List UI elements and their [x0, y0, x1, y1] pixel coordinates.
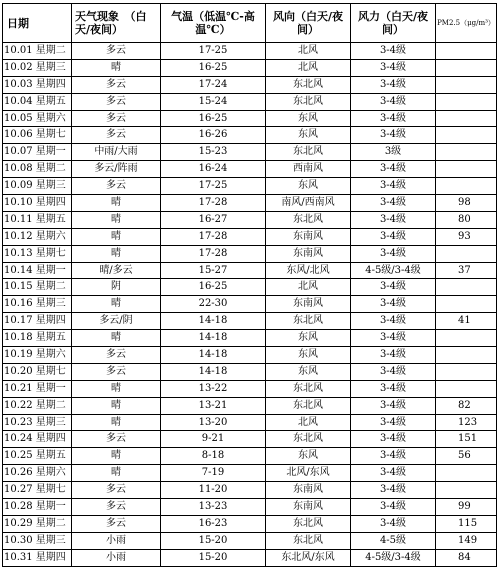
cell-temperature: 15-24 — [161, 93, 266, 110]
cell-wind-force: 3-4级 — [351, 59, 436, 76]
cell-wind-direction: 东北风 — [266, 397, 351, 414]
table-row — [3, 279, 497, 296]
cell-wind-force: 3-4级 — [351, 43, 436, 60]
cell-date: 10.09 星期三 — [3, 178, 72, 195]
cell-date: 10.06 星期七 — [3, 127, 72, 144]
cell-wind-force: 4-5级/3-4级 — [351, 262, 436, 279]
cell-pm25 — [436, 93, 497, 110]
cell-temperature: 16-27 — [161, 211, 266, 228]
cell-wind-direction: 东南风 — [266, 296, 351, 313]
cell-temperature: 14-18 — [161, 330, 266, 347]
cell-temperature: 13-22 — [161, 380, 266, 397]
table-row — [3, 414, 497, 431]
cell-pm25: 84 — [436, 549, 497, 566]
cell-temperature: 17-28 — [161, 195, 266, 212]
cell-wind-direction: 北风 — [266, 59, 351, 76]
cell-wind-direction: 北风 — [266, 414, 351, 431]
cell-wind-direction: 东风 — [266, 110, 351, 127]
table-row — [3, 431, 497, 448]
cell-date: 10.05 星期六 — [3, 110, 72, 127]
cell-wind-force: 4-5级/3-4级 — [351, 549, 436, 566]
cell-pm25 — [436, 110, 497, 127]
cell-pm25: 123 — [436, 414, 497, 431]
cell-date: 10.04 星期五 — [3, 93, 72, 110]
table-row — [3, 228, 497, 245]
table-row — [3, 347, 497, 364]
cell-wind-force: 3-4级 — [351, 161, 436, 178]
cell-weather: 晴 — [72, 414, 161, 431]
cell-pm25: 82 — [436, 397, 497, 414]
cell-date: 10.11 星期五 — [3, 211, 72, 228]
cell-weather: 阴 — [72, 279, 161, 296]
cell-pm25 — [436, 245, 497, 262]
cell-temperature: 17-25 — [161, 43, 266, 60]
cell-pm25 — [436, 465, 497, 482]
cell-date: 10.03 星期四 — [3, 76, 72, 93]
table-row — [3, 76, 497, 93]
cell-date: 10.26 星期六 — [3, 465, 72, 482]
cell-date: 10.13 星期七 — [3, 245, 72, 262]
cell-wind-direction: 西南风 — [266, 161, 351, 178]
cell-date: 10.12 星期六 — [3, 228, 72, 245]
cell-pm25: 149 — [436, 532, 497, 549]
cell-weather: 多云 — [72, 93, 161, 110]
cell-date: 10.30 星期三 — [3, 532, 72, 549]
cell-temperature: 13-20 — [161, 414, 266, 431]
cell-temperature: 7-19 — [161, 465, 266, 482]
cell-pm25 — [436, 127, 497, 144]
cell-wind-force: 3-4级 — [351, 330, 436, 347]
cell-temperature: 17-25 — [161, 178, 266, 195]
cell-temperature: 9-21 — [161, 431, 266, 448]
table-row — [3, 195, 497, 212]
table-row — [3, 363, 497, 380]
cell-date: 10.27 星期七 — [3, 482, 72, 499]
cell-pm25: 93 — [436, 228, 497, 245]
table-row — [3, 515, 497, 532]
cell-temperature: 14-18 — [161, 347, 266, 364]
cell-pm25 — [436, 330, 497, 347]
cell-weather: 晴 — [72, 397, 161, 414]
cell-wind-force: 4-5级 — [351, 532, 436, 549]
cell-wind-direction: 东南风 — [266, 228, 351, 245]
cell-temperature: 14-18 — [161, 313, 266, 330]
cell-weather: 多云 — [72, 110, 161, 127]
cell-weather: 多云 — [72, 127, 161, 144]
cell-wind-force: 3-4级 — [351, 245, 436, 262]
cell-date: 10.29 星期二 — [3, 515, 72, 532]
cell-pm25: 99 — [436, 499, 497, 516]
table-row — [3, 43, 497, 60]
cell-weather: 多云 — [72, 482, 161, 499]
cell-wind-direction: 北风 — [266, 279, 351, 296]
cell-wind-direction: 东北风 — [266, 380, 351, 397]
table-row — [3, 482, 497, 499]
cell-date: 10.24 星期四 — [3, 431, 72, 448]
table-row — [3, 262, 497, 279]
cell-temperature: 13-23 — [161, 499, 266, 516]
cell-temperature: 15-23 — [161, 144, 266, 161]
cell-temperature: 16-25 — [161, 279, 266, 296]
cell-wind-direction: 东风 — [266, 448, 351, 465]
cell-pm25: 41 — [436, 313, 497, 330]
cell-weather: 多云/阴 — [72, 313, 161, 330]
cell-wind-direction: 东北风 — [266, 93, 351, 110]
cell-pm25: 56 — [436, 448, 497, 465]
cell-wind-force: 3-4级 — [351, 515, 436, 532]
cell-temperature: 13-21 — [161, 397, 266, 414]
cell-temperature: 16-23 — [161, 515, 266, 532]
table-row — [3, 313, 497, 330]
cell-temperature: 16-25 — [161, 110, 266, 127]
cell-wind-force: 3-4级 — [351, 465, 436, 482]
table-row — [3, 161, 497, 178]
cell-pm25: 151 — [436, 431, 497, 448]
header-wind-direction: 风向（白天/夜间） — [266, 4, 351, 43]
cell-wind-force: 3-4级 — [351, 211, 436, 228]
cell-wind-force: 3-4级 — [351, 482, 436, 499]
cell-temperature: 14-18 — [161, 363, 266, 380]
cell-wind-force: 3-4级 — [351, 397, 436, 414]
cell-wind-direction: 东风 — [266, 178, 351, 195]
cell-temperature: 16-26 — [161, 127, 266, 144]
cell-weather: 多云 — [72, 76, 161, 93]
cell-wind-force: 3-4级 — [351, 195, 436, 212]
cell-wind-direction: 东风 — [266, 330, 351, 347]
weather-table — [2, 3, 497, 567]
cell-weather: 晴 — [72, 296, 161, 313]
cell-date: 10.25 星期五 — [3, 448, 72, 465]
header-weather: 天气现象 （白天/夜间） — [72, 4, 161, 43]
cell-date: 10.19 星期六 — [3, 347, 72, 364]
cell-date: 10.31 星期四 — [3, 549, 72, 566]
cell-weather: 晴 — [72, 448, 161, 465]
cell-weather: 小雨 — [72, 549, 161, 566]
cell-wind-force: 3-4级 — [351, 93, 436, 110]
cell-weather: 多云 — [72, 515, 161, 532]
cell-wind-direction: 东北风 — [266, 144, 351, 161]
table-row — [3, 110, 497, 127]
header-row — [3, 4, 497, 43]
cell-weather: 晴 — [72, 245, 161, 262]
table-row — [3, 127, 497, 144]
cell-date: 10.20 星期七 — [3, 363, 72, 380]
cell-wind-force: 3-4级 — [351, 431, 436, 448]
cell-weather: 晴 — [72, 380, 161, 397]
cell-wind-force: 3-4级 — [351, 76, 436, 93]
cell-weather: 晴/多云 — [72, 262, 161, 279]
cell-date: 10.28 星期一 — [3, 499, 72, 516]
cell-wind-direction: 南风/西南风 — [266, 195, 351, 212]
cell-weather: 晴 — [72, 228, 161, 245]
table-row — [3, 397, 497, 414]
cell-pm25 — [436, 482, 497, 499]
cell-weather: 晴 — [72, 195, 161, 212]
cell-date: 10.14 星期一 — [3, 262, 72, 279]
cell-date: 10.10 星期四 — [3, 195, 72, 212]
cell-pm25 — [436, 161, 497, 178]
cell-wind-force: 3-4级 — [351, 414, 436, 431]
cell-wind-direction: 东北风 — [266, 515, 351, 532]
cell-weather: 晴 — [72, 330, 161, 347]
cell-wind-direction: 东南风 — [266, 499, 351, 516]
cell-weather: 多云 — [72, 178, 161, 195]
cell-pm25 — [436, 43, 497, 60]
cell-date: 10.16 星期三 — [3, 296, 72, 313]
cell-wind-direction: 东风 — [266, 347, 351, 364]
cell-temperature: 16-24 — [161, 161, 266, 178]
cell-temperature: 11-20 — [161, 482, 266, 499]
cell-wind-direction: 东风 — [266, 127, 351, 144]
cell-date: 10.15 星期二 — [3, 279, 72, 296]
cell-weather: 多云 — [72, 499, 161, 516]
cell-weather: 中雨/大雨 — [72, 144, 161, 161]
cell-pm25 — [436, 296, 497, 313]
cell-weather: 晴 — [72, 465, 161, 482]
cell-pm25 — [436, 59, 497, 76]
cell-weather: 多云 — [72, 431, 161, 448]
cell-date: 10.08 星期二 — [3, 161, 72, 178]
cell-wind-force: 3-4级 — [351, 228, 436, 245]
cell-date: 10.23 星期三 — [3, 414, 72, 431]
table-row — [3, 465, 497, 482]
cell-temperature: 8-18 — [161, 448, 266, 465]
cell-date: 10.18 星期五 — [3, 330, 72, 347]
header-temperature: 气温（低温℃-高温℃） — [161, 4, 266, 43]
cell-pm25 — [436, 279, 497, 296]
cell-temperature: 15-27 — [161, 262, 266, 279]
cell-wind-direction: 东北风 — [266, 76, 351, 93]
table-row — [3, 59, 497, 76]
cell-pm25: 98 — [436, 195, 497, 212]
cell-date: 10.21 星期一 — [3, 380, 72, 397]
cell-pm25 — [436, 363, 497, 380]
cell-pm25 — [436, 178, 497, 195]
table-row — [3, 211, 497, 228]
cell-wind-direction: 东南风 — [266, 245, 351, 262]
table-row — [3, 178, 497, 195]
cell-temperature: 22-30 — [161, 296, 266, 313]
cell-pm25 — [436, 76, 497, 93]
table-row — [3, 93, 497, 110]
cell-wind-direction: 北风 — [266, 43, 351, 60]
cell-pm25 — [436, 380, 497, 397]
cell-wind-force: 3-4级 — [351, 178, 436, 195]
cell-weather: 多云/阵雨 — [72, 161, 161, 178]
cell-wind-direction: 东风/北风 — [266, 262, 351, 279]
cell-pm25 — [436, 144, 497, 161]
cell-wind-force: 3级 — [351, 144, 436, 161]
cell-wind-direction: 东北风/东风 — [266, 549, 351, 566]
cell-wind-force: 3-4级 — [351, 296, 436, 313]
table-body — [3, 43, 497, 567]
table-row — [3, 499, 497, 516]
cell-wind-force: 3-4级 — [351, 313, 436, 330]
cell-temperature: 17-28 — [161, 228, 266, 245]
cell-weather: 晴 — [72, 211, 161, 228]
cell-wind-direction: 东北风 — [266, 313, 351, 330]
table-row — [3, 330, 497, 347]
table-row — [3, 245, 497, 262]
table-row — [3, 532, 497, 549]
cell-wind-force: 3-4级 — [351, 448, 436, 465]
cell-wind-force: 3-4级 — [351, 279, 436, 296]
cell-weather: 小雨 — [72, 532, 161, 549]
cell-temperature: 15-20 — [161, 532, 266, 549]
cell-wind-direction: 东北风 — [266, 211, 351, 228]
cell-wind-direction: 东北风 — [266, 532, 351, 549]
header-date: 日期 — [3, 4, 72, 43]
table-row — [3, 380, 497, 397]
cell-temperature: 16-25 — [161, 59, 266, 76]
cell-wind-force: 3-4级 — [351, 127, 436, 144]
cell-wind-direction: 东南风 — [266, 482, 351, 499]
cell-date: 10.01 星期二 — [3, 43, 72, 60]
header-wind-force: 风力（白天/夜间） — [351, 4, 436, 43]
cell-pm25: 37 — [436, 262, 497, 279]
cell-temperature: 17-24 — [161, 76, 266, 93]
cell-weather: 多云 — [72, 43, 161, 60]
cell-wind-force: 3-4级 — [351, 499, 436, 516]
cell-date: 10.02 星期三 — [3, 59, 72, 76]
header-pm25: PM2.5（μg/m³） — [436, 4, 497, 43]
table-row — [3, 448, 497, 465]
cell-weather: 晴 — [72, 59, 161, 76]
cell-wind-direction: 北风/东风 — [266, 465, 351, 482]
cell-temperature: 15-20 — [161, 549, 266, 566]
cell-wind-force: 3-4级 — [351, 363, 436, 380]
cell-wind-force: 3-4级 — [351, 347, 436, 364]
table-row — [3, 144, 497, 161]
table-row — [3, 549, 497, 566]
cell-pm25: 115 — [436, 515, 497, 532]
cell-weather: 多云 — [72, 363, 161, 380]
cell-wind-force: 3-4级 — [351, 110, 436, 127]
cell-date: 10.17 星期四 — [3, 313, 72, 330]
cell-pm25: 80 — [436, 211, 497, 228]
cell-date: 10.22 星期二 — [3, 397, 72, 414]
table-row — [3, 296, 497, 313]
cell-date: 10.07 星期一 — [3, 144, 72, 161]
cell-wind-direction: 东风 — [266, 363, 351, 380]
cell-pm25 — [436, 347, 497, 364]
cell-temperature: 17-28 — [161, 245, 266, 262]
cell-wind-force: 3-4级 — [351, 380, 436, 397]
cell-weather: 多云 — [72, 347, 161, 364]
cell-wind-direction: 东北风 — [266, 431, 351, 448]
